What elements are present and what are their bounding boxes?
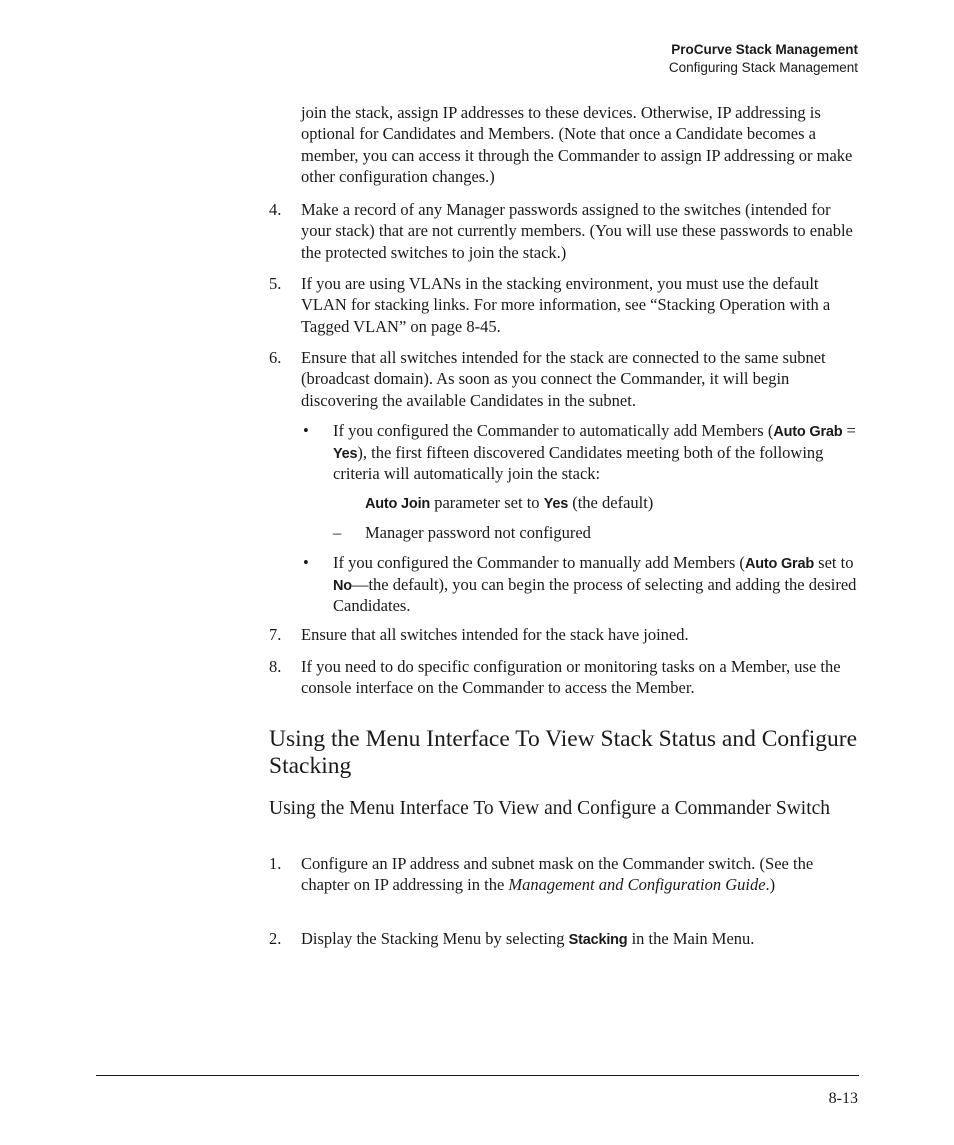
step-number: 8. xyxy=(269,657,282,676)
bullet-mark: • xyxy=(303,421,309,440)
step-text: Ensure that all switches intended for the stack are connected to the same subnet (broadcast domain). As soon as you connect the Commander, it will begin discovering the available Candidates in the subnet. xyxy=(301,348,826,410)
step-number: 5. xyxy=(269,274,282,293)
step-text: Make a record of any Manager passwords assigned to the switches (intended for your stack) that are not currently members. (You will use these passwords to enable the protected switches to join the stack.) xyxy=(301,200,853,262)
keyword: Stacking xyxy=(568,932,628,948)
intro-paragraph: join the stack, assign IP addresses to these devices. Otherwise, IP addressing is optional for Candidates and Members. (Note that once a Candidate becomes a member, you can access it through the Commander to assign IP addressing or make other configuration changes.) xyxy=(301,103,853,186)
step-number: 6. xyxy=(269,348,282,367)
dash-mark: – xyxy=(333,523,342,542)
keyword: Auto Join xyxy=(365,496,431,512)
bullet-text: If you configured the Commander to automatically add Members (Auto Grab = Yes), the first fifteen discovered Candidates meeting both of the following criteria will automatically join the stack: xyxy=(333,421,856,483)
keyword: No xyxy=(333,577,352,594)
keyword: Auto Grab xyxy=(773,424,843,440)
keyword: Yes xyxy=(543,496,569,512)
step-text: If you are using VLANs in the stacking environment, you must use the default VLAN for stacking links. For more information, see “Stacking Operation with a Tagged VLAN” on page 8-45. xyxy=(301,274,831,336)
keyword: Yes xyxy=(333,445,358,462)
guide-title: Management and Configuration Guide xyxy=(508,875,766,895)
step-number: 2. xyxy=(269,929,282,948)
page-number: 8-13 xyxy=(828,1090,858,1107)
running-header xyxy=(669,41,858,77)
step-number: 7. xyxy=(269,625,282,644)
chapter-title: ProCurve Stack Management xyxy=(671,42,858,57)
keyword: Auto Grab xyxy=(744,556,815,572)
step-text: Ensure that all switches intended for the stack have joined. xyxy=(301,625,689,644)
step-text: If you need to do specific configuration or monitoring tasks on a Member, use the console interface on the Commander to access the Member. xyxy=(301,657,841,698)
criterion-text: Auto Join parameter set to Yes (the default) xyxy=(365,493,654,512)
step-number: 4. xyxy=(269,200,282,219)
subsection-heading: Using the Menu Interface To View and Configure a Commander Switch xyxy=(269,798,831,819)
footer-rule xyxy=(96,1075,859,1076)
bullet-mark: • xyxy=(303,553,309,572)
step-text: Configure an IP address and subnet mask on the Commander switch. (See the chapter on IP addressing in the Management and Configuration Guide.) xyxy=(301,854,814,895)
criterion-text: Manager password not configured xyxy=(365,523,591,542)
section-title: Configuring Stack Management xyxy=(668,60,858,75)
bullet-text: If you configured the Commander to manually add Members (Auto Grab set to No—the default), you can begin the process of selecting and adding the desired Candidates. xyxy=(333,553,857,615)
step-text: Display the Stacking Menu by selecting Stacking in the Main Menu. xyxy=(301,929,755,948)
step-number: 1. xyxy=(269,854,282,873)
section-heading: Using the Menu Interface To View Stack Status and Configure Stacking xyxy=(269,726,858,779)
